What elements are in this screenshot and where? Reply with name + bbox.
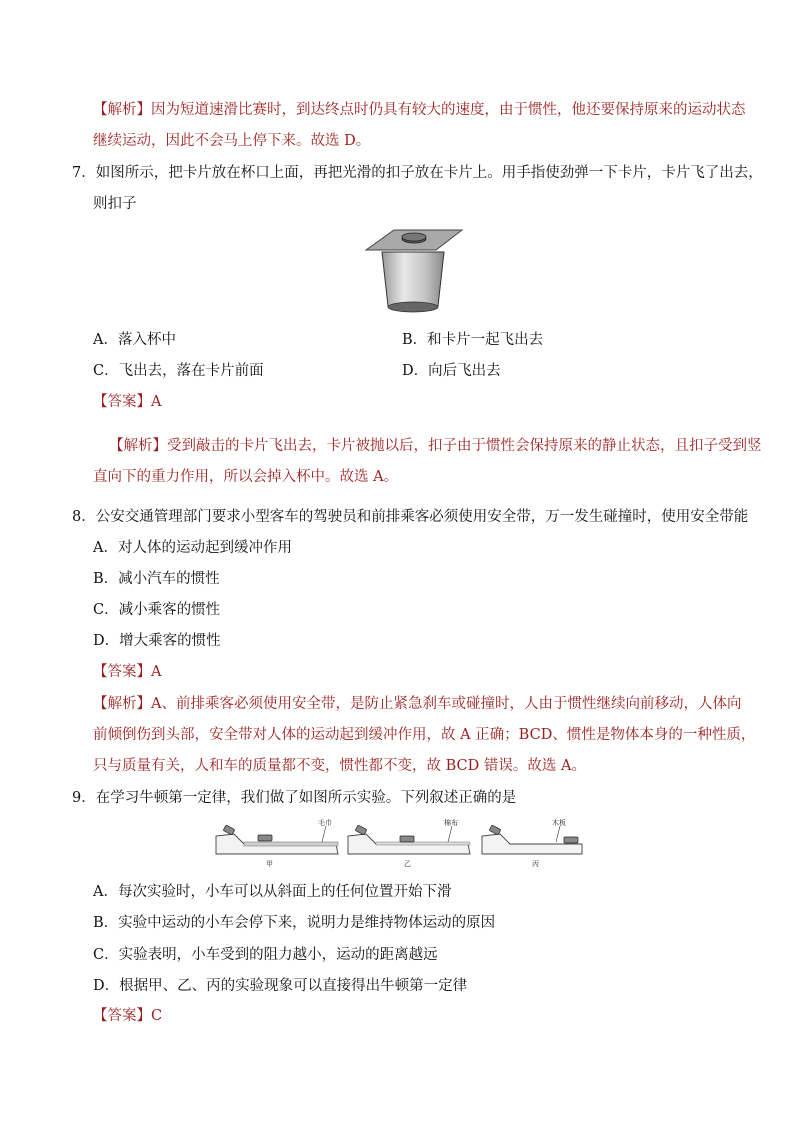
answer-value: C — [151, 1008, 163, 1024]
q9-option-d: D．根据甲、乙、丙的实验现象可以直接得出牛顿第一定律 — [93, 978, 468, 994]
q9-answer — [93, 1006, 162, 1026]
q7-option-b: B．和卡片一起飞出去 — [402, 332, 544, 348]
experiment-towel — [216, 818, 338, 868]
prev-analysis-line1 — [93, 100, 746, 120]
cup-card-figure — [364, 228, 464, 314]
q7-option-d: D．向后飞出去 — [402, 363, 501, 379]
q9-stem: 9．在学习牛顿第一定律，我们做了如图所示实验。下列叙述正确的是 — [72, 790, 517, 806]
answer-tag: 【答案】 — [93, 1008, 151, 1024]
analysis-text: 因为短道速滑比赛时，到达终点时仍具有较大的速度，由于惯性，他还要保持原来的运动状态 — [151, 102, 746, 118]
analysis-tag: 【解析】 — [109, 438, 167, 454]
q8-answer — [93, 662, 161, 682]
q7-option-a: A．落入杯中 — [93, 332, 176, 348]
experiment-board — [482, 818, 582, 868]
analysis-tag: 【解析】 — [93, 102, 151, 118]
q9-option-a: A．每次实验时，小车可以从斜面上的任何位置开始下滑 — [93, 884, 452, 900]
prev-analysis-line2: 继续运动，因此不会马上停下来。故选 D。 — [93, 133, 371, 149]
q8-analysis-line2: 前倾倒伤到头部，安全带对人体的运动起到缓冲作用，故 A 正确；BCD、惯性是物体本身的一种性质， — [93, 727, 756, 743]
label-cotton: 棉布 — [444, 820, 458, 827]
label-board: 木板 — [552, 820, 566, 827]
q9-option-b: B．实验中运动的小车会停下来，说明力是维持物体运动的原因 — [93, 915, 496, 931]
q8-option-d: D．增大乘客的惯性 — [93, 633, 221, 649]
q7-stem-line1: 7．如图所示，把卡片放在杯口上面，再把光滑的扣子放在卡片上。用手指使劲弹一下卡片，卡片飞了出去， — [72, 165, 763, 181]
answer-tag: 【答案】 — [93, 664, 151, 680]
answer-value: A — [151, 664, 162, 680]
q7-answer — [93, 392, 161, 412]
q7-option-c: C．飞出去，落在卡片前面 — [93, 363, 264, 379]
q9-option-c: C．实验表明，小车受到的阻力越小，运动的距离越远 — [93, 947, 438, 963]
q7-analysis-line1 — [109, 436, 762, 456]
answer-tag: 【答案】 — [93, 394, 151, 410]
caption-yi: 乙 — [404, 860, 411, 868]
caption-jia: 甲 — [266, 860, 273, 868]
experiment-cotton — [348, 818, 470, 868]
analysis-text: 受到敲击的卡片飞出去，卡片被抛以后，扣子由于惯性会保持原来的静止状态，且扣子受到竖 — [167, 438, 762, 454]
q7-stem-line2: 则扣子 — [93, 196, 137, 212]
q7-analysis-line2: 直向下的重力作用，所以会掉入杯中。故选 A。 — [93, 469, 399, 485]
caption-bing: 丙 — [532, 860, 539, 868]
q8-option-a: A．对人体的运动起到缓冲作用 — [93, 540, 292, 556]
q8-analysis-line1 — [93, 694, 741, 714]
q8-option-c: C．减小乘客的惯性 — [93, 602, 221, 618]
analysis-tag: 【解析】 — [93, 696, 151, 712]
label-towel: 毛巾 — [318, 820, 332, 827]
newton-experiment-figure — [214, 818, 584, 868]
q8-option-b: B．减小汽车的惯性 — [93, 571, 220, 587]
answer-value: A — [151, 394, 162, 410]
q8-analysis-line3: 只与质量有关，人和车的质量都不变，惯性都不变，故 BCD 错误。故选 A。 — [93, 758, 586, 774]
analysis-text: A、前排乘客必须使用安全带，是防止紧急刹车或碰撞时，人由于惯性继续向前移动，人体向 — [151, 696, 742, 712]
q8-stem: 8．公安交通管理部门要求小型客车的驾驶员和前排乘客必须使用安全带，万一发生碰撞时，使用安全带能 — [72, 509, 749, 525]
